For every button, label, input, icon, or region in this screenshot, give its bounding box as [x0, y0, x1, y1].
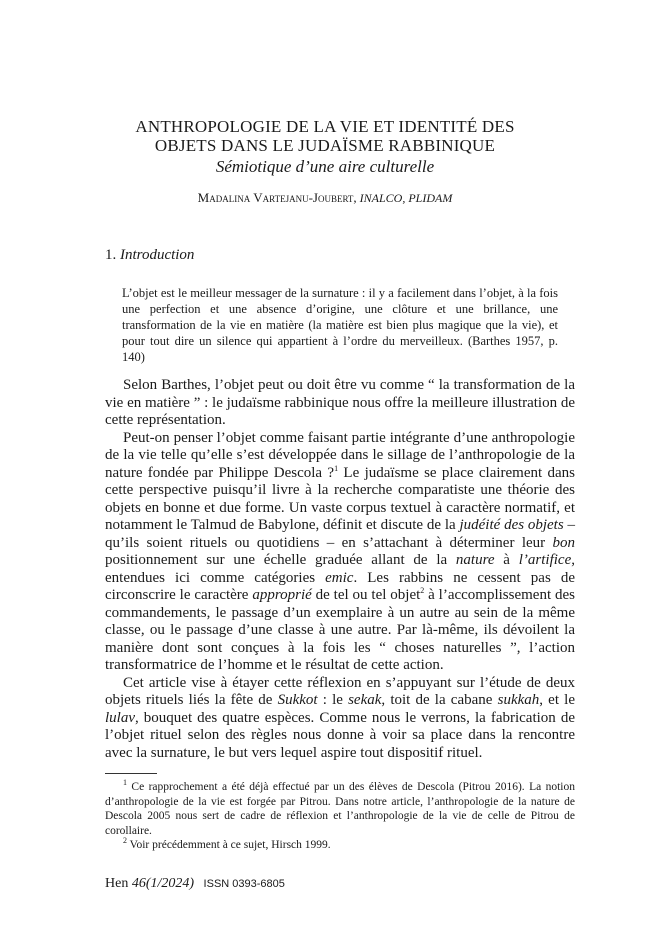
footnote-1-number: 1	[123, 778, 127, 788]
paragraph-1: Selon Barthes, l’objet peut ou doit être vu comme “ la transformation de la vie en matière ” : le judaïsme rabbinique nous offre la meilleure illustration de cette représentation.	[105, 377, 575, 428]
footnote-ref-1[interactable]: 1	[334, 463, 339, 473]
title-line-1: ANTHROPOLOGIE DE LA VIE ET IDENTITÉ DES	[135, 117, 515, 136]
section-number: 1.	[105, 247, 117, 263]
footnote-1-text: Ce rapprochement a été déjà effectué par un des élèves de Descola (Pitrou 2016). La notion d’anthropologie de la vie est forgée par Pitrou. Dans notre article, l’anthropologie de la nature de Descola 2005 nous sert de cadre de réflexion et l’anthropologie de la vie de celle de Pitrou de corollaire.	[105, 781, 575, 837]
footnote-2-text: Voir précédemment à ce sujet, Hirsch 1999.	[127, 839, 331, 851]
footnote-2	[105, 838, 575, 853]
body-text	[105, 377, 575, 762]
journal-name: Hen	[105, 876, 129, 891]
journal-volume: 46(1/2024)	[131, 876, 195, 891]
page-footer	[105, 876, 285, 892]
footnote-separator	[105, 773, 157, 774]
footnote-ref-2[interactable]: 2	[420, 586, 425, 595]
author-affiliation: INALCO, PLIDAM	[359, 191, 453, 205]
article-subtitle: Sémiotique d’une aire culturelle	[215, 157, 435, 176]
footnote-2-number: 2	[123, 836, 127, 846]
footnotes	[105, 780, 575, 853]
journal-issn: ISSN 0393-6805	[203, 878, 285, 890]
epigraph-quote: L’objet est le meilleur messager de la surnature : il y a facilement dans l’objet, à la fois une perfection et une absence d’origine, une clôture et une brillance, une transformation de la vie en matière (la matière est bien plus magique que la vie), et pour tout dire un silence qui appartient à l’ordre du merveilleux. (Barthes 1957, p. 140)	[122, 286, 558, 364]
article-title	[100, 117, 550, 155]
paragraph-3: Cet article vise à étayer cette réflexion en s’appuyant sur l’étude de deux objets rituels liés la fête de Sukkot : le sekak, toit de la cabane sukkah, et le lulav, bouquet des quatre espèces. Comme nous le verrons, la fabrication de l’objet rituel selon des règles nous donne à voir sa place dans la rencontre avec la surnature, le but vers lequel aspire tout dispositif rituel.	[105, 674, 575, 761]
author-line	[100, 190, 550, 206]
footnote-1	[105, 780, 575, 838]
section-heading	[105, 247, 194, 264]
section-title: Introduction	[120, 247, 195, 263]
paragraph-2: Peut-on penser l’objet comme faisant partie intégrante d’une anthropologie de la vie telle qu’elle s’est développée dans le sillage de l’anthropologie de la nature fondée par Philippe Descola ?$^1$ Le judaïsme se place clairement dans cette perspective puisqu’il livre à la recherche comparatiste une théorie des objets en bonne et due forme. Un vaste corpus textuel à caractère normatif, et notamment le Talmud de Babylone, définit et discute de la judéité des objets – qu’ils soient rituels ou quotidiens – en s’attachant à déterminer leur bon positionnement sur une échelle graduée allant de la nature à l’artifice, entendues ici comme catégories emic. Les rabbins ne cessent pas de circonscrire le caractère approprié de tel ou tel objet$^2$ à l’accomplissement des commandements, le passage d’un exemplaire à un autre au sein de la même classe, ou le passage d’une classe à une autre. Par là-même, ils dévoilent la manière dont sont conçues à la fois les “ choses naturelles ”, l’action transformatrice de l’homme et le résultat de cette action.	[105, 429, 575, 673]
author-name: Madalina Vartejanu-Joubert,	[197, 190, 357, 205]
title-line-2: OBJETS DANS LE JUDAÏSME RABBINIQUE	[154, 136, 496, 155]
